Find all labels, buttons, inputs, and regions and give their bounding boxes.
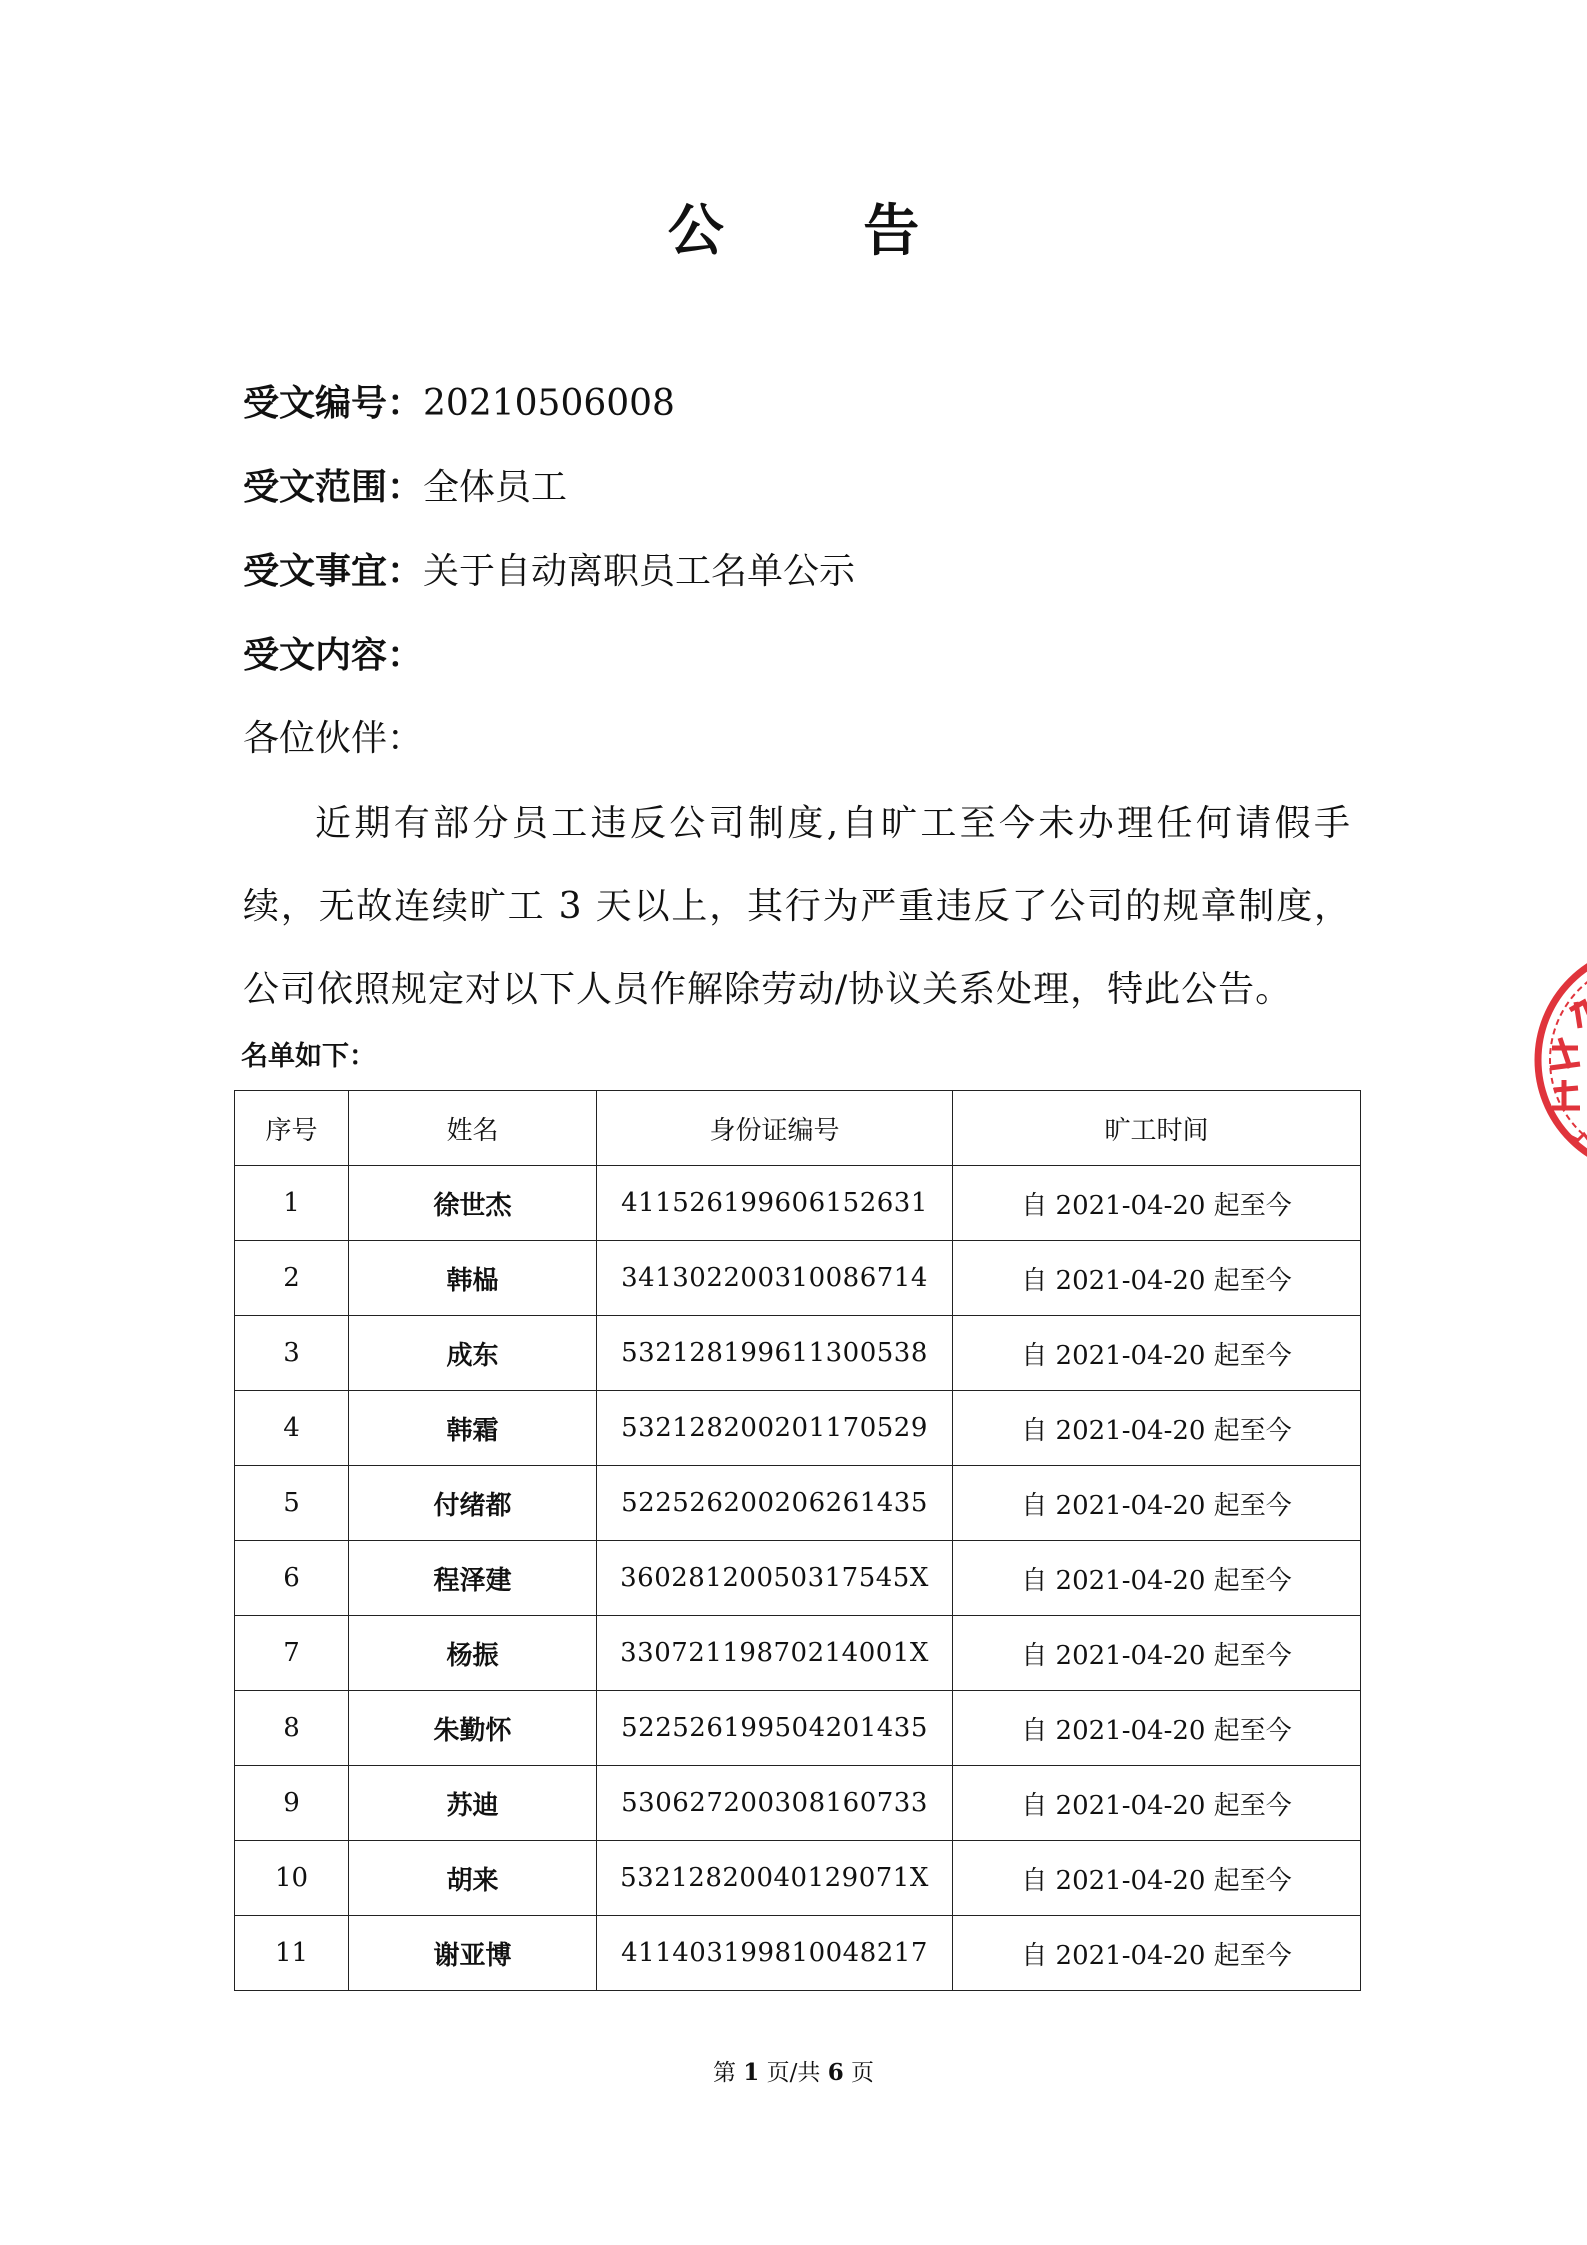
table-row: [235, 1166, 1361, 1241]
cell-absence-period: 自 2021-04-20 起至今: [953, 1616, 1361, 1691]
notice-paragraph: 近期有部分员工违反公司制度,自旷工至今未办理任何请假手续，无故连续旷工 3 天以上，其行为严重违反了公司的规章制度，公司依照规定对以下人员作解除劳动/协议关系处理，特此公告。: [243, 803, 1351, 1010]
cell-index: 5: [235, 1466, 349, 1541]
table-body: [235, 1166, 1361, 1991]
cell-name: 苏迪: [349, 1766, 597, 1841]
cell-absence-period: 自 2021-04-20 起至今: [953, 1466, 1361, 1541]
footer-page-number: 1: [743, 2059, 760, 2086]
cell-id-number: 53212820040129071X: [597, 1841, 953, 1916]
cell-absence-period: 自 2021-04-20 起至今: [953, 1541, 1361, 1616]
dismissed-employees-table: [234, 1090, 1361, 1991]
cell-absence-period: 自 2021-04-20 起至今: [953, 1241, 1361, 1316]
table-row: [235, 1466, 1361, 1541]
cell-name: 朱勤怀: [349, 1691, 597, 1766]
cell-name: 韩霜: [349, 1391, 597, 1466]
document-title: 公 告: [667, 198, 980, 264]
footer-prefix: 第: [712, 2060, 744, 2086]
cell-index: 8: [235, 1691, 349, 1766]
cell-id-number: 33072119870214001X: [597, 1616, 953, 1691]
cell-id-number: 411526199606152631: [597, 1166, 953, 1241]
meta-line-content: [243, 628, 1373, 712]
cell-name: 付绪都: [349, 1466, 597, 1541]
cell-absence-period: 自 2021-04-20 起至今: [953, 1166, 1361, 1241]
cell-name: 胡来: [349, 1841, 597, 1916]
cell-id-number: 341302200310086714: [597, 1241, 953, 1316]
table-header-row: [235, 1091, 1361, 1166]
cell-index: 6: [235, 1541, 349, 1616]
cell-absence-period: 自 2021-04-20 起至今: [953, 1691, 1361, 1766]
table-row: [235, 1241, 1361, 1316]
cell-absence-period: 自 2021-04-20 起至今: [953, 1841, 1361, 1916]
footer-middle: 页/共: [759, 2060, 828, 2086]
cell-id-number: 532128200201170529: [597, 1391, 953, 1466]
table-row: [235, 1841, 1361, 1916]
cell-id-number: 530627200308160733: [597, 1766, 953, 1841]
cell-id-number: 522526200206261435: [597, 1466, 953, 1541]
cell-name: 杨振: [349, 1616, 597, 1691]
footer-suffix: 页: [843, 2060, 875, 2086]
cell-id-number: 532128199611300538: [597, 1316, 953, 1391]
table-row: [235, 1916, 1361, 1991]
page-footer: [0, 2058, 1587, 2088]
meta-label: 受文事宜：: [243, 550, 424, 592]
cell-absence-period: 自 2021-04-20 起至今: [953, 1391, 1361, 1466]
cell-index: 10: [235, 1841, 349, 1916]
cell-index: 4: [235, 1391, 349, 1466]
cell-index: 3: [235, 1316, 349, 1391]
meta-label: 受文编号：: [243, 382, 424, 424]
notice-header: [243, 376, 1373, 1031]
greeting: 各位伙伴：: [243, 718, 424, 759]
cell-id-number: 36028120050317545X: [597, 1541, 953, 1616]
table-row: [235, 1616, 1361, 1691]
cell-index: 11: [235, 1916, 349, 1991]
list-heading: 名单如下：: [241, 1041, 376, 1072]
company-seal-stamp: [1530, 940, 1587, 1180]
cell-absence-period: 自 2021-04-20 起至今: [953, 1316, 1361, 1391]
meta-label: 受文内容：: [243, 634, 424, 676]
footer-page-total: 6: [827, 2059, 844, 2086]
meta-value: 全体员工: [423, 467, 568, 508]
header-id-number: 身份证编号: [597, 1091, 953, 1166]
cell-name: 韩榀: [349, 1241, 597, 1316]
table-row: [235, 1541, 1361, 1616]
header-index: 序号: [235, 1091, 349, 1166]
header-name: 姓名: [349, 1091, 597, 1166]
cell-name: 成东: [349, 1316, 597, 1391]
cell-index: 1: [235, 1166, 349, 1241]
table-row: [235, 1691, 1361, 1766]
table-row: [235, 1766, 1361, 1841]
cell-index: 2: [235, 1241, 349, 1316]
cell-name: 谢亚博: [349, 1916, 597, 1991]
cell-absence-period: 自 2021-04-20 起至今: [953, 1916, 1361, 1991]
cell-id-number: 411403199810048217: [597, 1916, 953, 1991]
meta-line-scope: [243, 460, 1373, 544]
meta-value: 关于自动离职员工名单公示: [423, 551, 856, 592]
meta-line-subject: [243, 544, 1373, 628]
table-row: [235, 1316, 1361, 1391]
meta-label: 受文范围：: [243, 466, 424, 508]
header-absence-period: 旷工时间: [953, 1091, 1361, 1166]
cell-index: 7: [235, 1616, 349, 1691]
cell-absence-period: 自 2021-04-20 起至今: [953, 1766, 1361, 1841]
cell-index: 9: [235, 1766, 349, 1841]
cell-name: 徐世杰: [349, 1166, 597, 1241]
table-row: [235, 1391, 1361, 1466]
meta-line-number: [243, 376, 1373, 460]
meta-value: 20210506008: [423, 383, 675, 424]
cell-id-number: 522526199504201435: [597, 1691, 953, 1766]
cell-name: 程泽建: [349, 1541, 597, 1616]
